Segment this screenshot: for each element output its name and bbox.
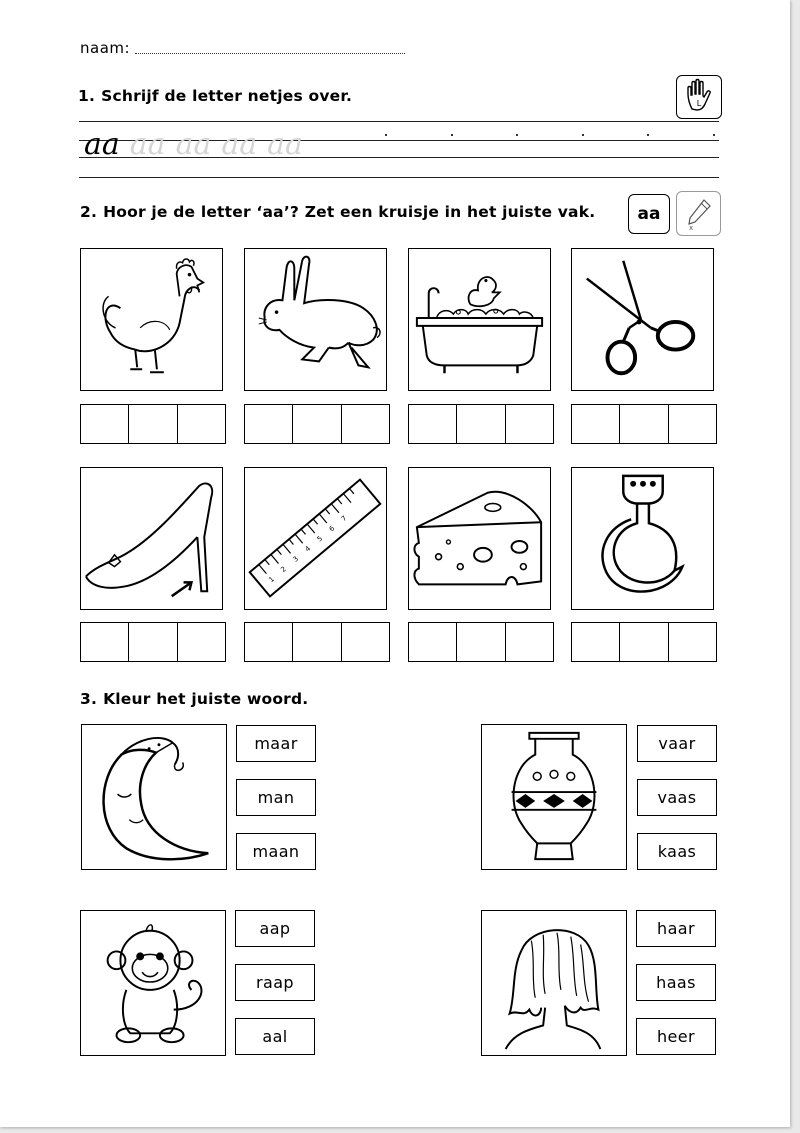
answer-box[interactable] [245,623,293,661]
monkey-icon [80,910,226,1056]
svg-text:4: 4 [303,544,313,554]
hand-icon [676,75,722,119]
word-option[interactable]: haas [636,964,716,1001]
word-option[interactable]: aap [235,910,315,947]
word-option[interactable]: raap [235,964,315,1001]
answer-box[interactable] [178,623,225,661]
answer-box[interactable] [506,623,553,661]
exercise-3-heading [80,690,308,708]
writing-line-bottom [79,177,719,178]
svg-text:3: 3 [291,554,301,564]
high-heel-icon [80,467,223,610]
answer-box[interactable] [81,623,129,661]
svg-text:1: 1 [267,575,276,585]
answer-box[interactable] [245,405,293,443]
answer-box[interactable] [572,623,620,661]
word-option[interactable]: aal [235,1018,315,1055]
hand-icon-letter: L [696,99,702,108]
answer-box[interactable] [409,623,457,661]
answer-box[interactable] [293,405,341,443]
trace-letter: aa [221,127,258,162]
trace-example: aa [84,127,120,162]
svg-text:7: 7 [339,514,349,524]
word-option[interactable]: haar [636,910,716,947]
exercise-1-heading [78,87,352,105]
answer-box[interactable] [342,623,389,661]
bathtub-icon [408,248,551,391]
moon-icon [81,724,227,870]
svg-text:5: 5 [315,534,325,544]
answer-box[interactable] [669,405,716,443]
word-option[interactable]: kaas [637,833,717,870]
answer-box[interactable] [178,405,225,443]
answer-box[interactable] [457,623,505,661]
ruler-icon [244,467,387,610]
trace-letter: aa [267,127,303,162]
exercise-3-instruction: Kleur het juiste woord. [103,690,309,708]
answer-boxes[interactable] [408,622,554,662]
answer-box[interactable] [620,405,668,443]
writing-dots [385,134,715,136]
exercise-2-heading [80,203,595,221]
answer-boxes[interactable] [244,404,390,444]
trace-letter: aa [175,127,212,162]
svg-text:2: 2 [279,564,288,574]
word-option[interactable]: maan [236,833,316,870]
trace-letter: aa [129,127,166,162]
exercise-1-number: 1. [78,87,96,105]
answer-boxes[interactable] [571,404,717,444]
answer-boxes[interactable] [244,622,390,662]
pencil-icon [676,191,721,236]
word-option[interactable]: vaar [637,725,717,762]
rooster-icon [80,248,223,391]
answer-box[interactable] [409,405,457,443]
scissors-icon [571,248,714,391]
exercise-2-instruction: Hoor je de letter ‘aa’? Zet een kruisje in het juiste vak. [103,203,596,221]
answer-boxes[interactable] [80,404,226,444]
answer-box[interactable] [506,405,553,443]
exercise-1-instruction: Schrijf de letter netjes over. [101,87,353,105]
answer-boxes[interactable] [571,622,717,662]
answer-box[interactable] [342,405,389,443]
vase-icon [481,724,627,870]
word-option[interactable]: man [236,779,316,816]
answer-box[interactable] [669,623,716,661]
name-label: naam: [80,39,131,57]
exercise-2-number: 2. [80,203,98,221]
answer-box[interactable] [129,405,177,443]
letter-box: aa [628,194,670,234]
answer-boxes[interactable] [408,404,554,444]
hook-icon [571,467,714,610]
answer-box[interactable] [293,623,341,661]
answer-boxes[interactable] [80,622,226,662]
word-option[interactable]: heer [636,1018,716,1055]
writing-line-top [79,121,719,122]
answer-box[interactable] [620,623,668,661]
rabbit-icon [244,248,387,391]
answer-box[interactable] [81,405,129,443]
answer-box[interactable] [572,405,620,443]
svg-text:6: 6 [327,524,337,534]
cheese-icon [408,467,551,610]
answer-box[interactable] [129,623,177,661]
name-input-line[interactable] [135,53,405,54]
word-option[interactable]: maar [236,725,316,762]
answer-box[interactable] [457,405,505,443]
exercise-3-number: 3. [80,690,98,708]
trace-row[interactable] [84,127,303,162]
word-option[interactable]: vaas [637,779,717,816]
svg-text:x: x [689,224,694,232]
hair-icon [481,910,627,1056]
